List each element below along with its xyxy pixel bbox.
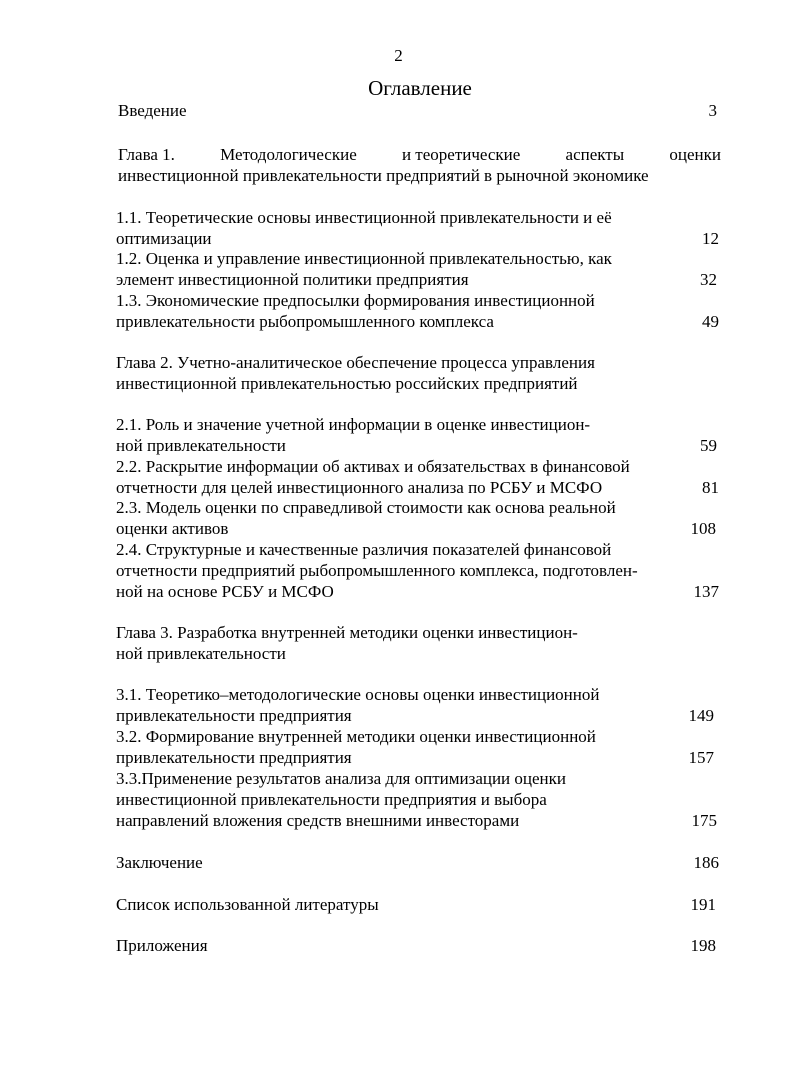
entry-line: направлений вложения средств внешними инвесторами — [116, 811, 520, 830]
entry-page: 191 — [690, 895, 716, 914]
chapter-3-line-2: ной привлекательности — [116, 644, 286, 663]
chapter-1-word: аспекты — [565, 145, 625, 164]
chapter-1-word: оценки — [669, 145, 721, 164]
entry-line: оптимизации — [116, 229, 212, 248]
entry-page: 81 — [702, 478, 719, 497]
entry-line: привлекательности предприятия — [116, 706, 352, 725]
entry-page: 186 — [693, 853, 719, 872]
entry-page: 49 — [702, 312, 719, 331]
entry-line: 1.2. Оценка и управление инвестиционной привлекательностью, как — [116, 249, 612, 268]
entry-page: 149 — [688, 706, 714, 725]
entry-line: 2.2. Раскрытие информации об активах и обязательствах в финансовой — [116, 457, 630, 476]
entry-page: 175 — [691, 811, 717, 830]
entry-page: 12 — [702, 229, 719, 248]
entry-line: 1.1. Теоретические основы инвестиционной привлекательности и её — [116, 208, 612, 227]
entry-line: 2.3. Модель оценки по справедливой стоимости как основа реальной — [116, 498, 616, 517]
entry-line: оценки активов — [116, 519, 229, 538]
entry-line: привлекательности рыбопромышленного комплекса — [116, 312, 494, 331]
entry-page: 108 — [690, 519, 716, 538]
entry-line: привлекательности предприятия — [116, 748, 352, 767]
entry-line: элемент инвестиционной политики предприятия — [116, 270, 469, 289]
entry-page: 3 — [708, 101, 717, 120]
entry-page: 157 — [688, 748, 714, 767]
entry-line: отчетности для целей инвестиционного анализа по РСБУ и МСФО — [116, 478, 603, 497]
entry-label: Заключение — [116, 853, 203, 872]
entry-label: Список использованной литературы — [116, 895, 379, 914]
entry-line: отчетности предприятий рыбопромышленного комплекса, подготовлен- — [116, 561, 638, 580]
entry-line: 2.1. Роль и значение учетной информации в оценке инвестицион- — [116, 415, 591, 434]
entry-line: инвестиционной привлекательности предприятия и выбора — [116, 790, 547, 809]
entry-label: Введение — [118, 101, 187, 120]
entry-line: 3.2. Формирование внутренней методики оценки инвестиционной — [116, 727, 596, 746]
chapter-2-line-2: инвестиционной привлекательностью российских предприятий — [116, 374, 578, 393]
entry-line: 3.3.Применение результатов анализа для оптимизации оценки — [116, 769, 567, 788]
chapter-1-line-2: инвестиционной привлекательности предприятий в рыночной экономике — [118, 166, 649, 185]
entry-line: 2.4. Структурные и качественные различия показателей финансовой — [116, 540, 612, 559]
entry-line: ной на основе РСБУ и МСФО — [116, 582, 334, 601]
chapter-3-line-1: Глава 3. Разработка внутренней методики оценки инвестицион- — [116, 623, 578, 642]
entry-page: 32 — [700, 270, 717, 289]
chapter-1-word: Методологические — [220, 145, 357, 164]
entry-line: ной привлекательности — [116, 436, 286, 455]
entry-page: 59 — [700, 436, 717, 455]
entry-line: 1.3. Экономические предпосылки формирования инвестиционной — [116, 291, 595, 310]
entry-label: Приложения — [116, 936, 208, 955]
chapter-2-line-1: Глава 2. Учетно-аналитическое обеспечение процесса управления — [116, 353, 595, 372]
toc-title: Оглавление — [368, 76, 472, 100]
chapter-1-word: Глава 1. — [118, 145, 175, 164]
page-number: 2 — [394, 46, 403, 65]
entry-page: 198 — [690, 936, 716, 955]
entry-line: 3.1. Теоретико–методологические основы оценки инвестиционной — [116, 685, 600, 704]
chapter-1-word: и теоретические — [401, 145, 521, 164]
entry-page: 137 — [693, 582, 719, 601]
chapter-1-line-1 — [118, 144, 721, 165]
